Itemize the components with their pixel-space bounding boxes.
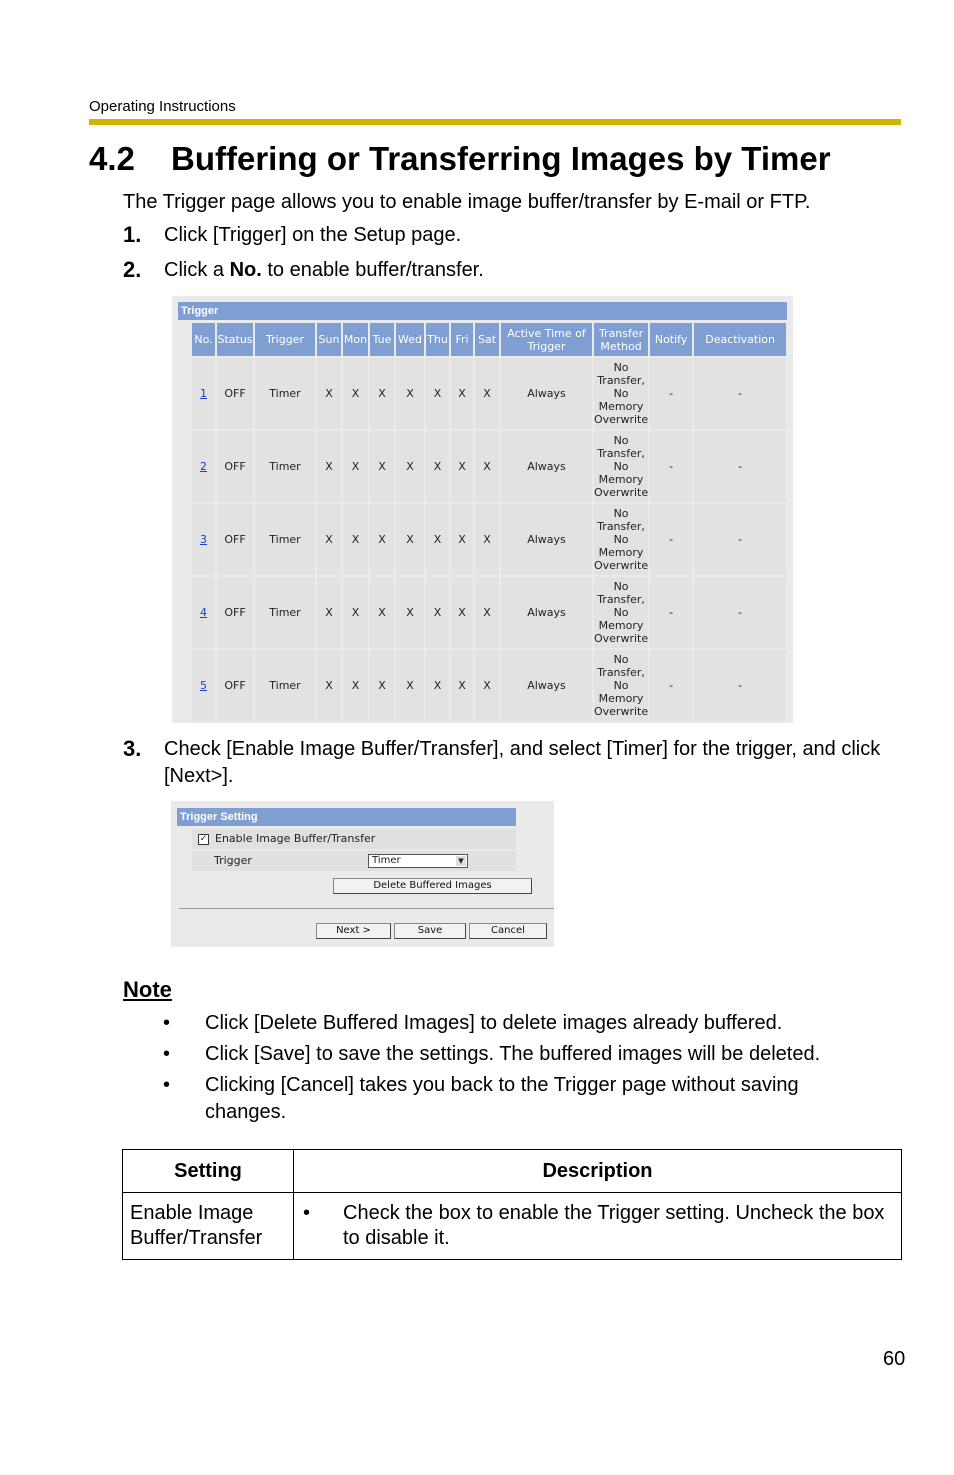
col-header: No.: [192, 323, 215, 356]
description-header: Description: [294, 1150, 902, 1193]
trigger-cell-deactivation: -: [694, 577, 786, 648]
trigger-cell-sat: X: [475, 650, 499, 721]
trigger-cell-mon: X: [343, 358, 368, 429]
trigger-cell-notify: -: [650, 504, 692, 575]
step-2-post: to enable buffer/transfer.: [261, 259, 484, 281]
trigger-cell-trigger: Timer: [255, 504, 315, 575]
trigger-select-value: Timer: [372, 855, 401, 866]
trigger-cell-notify: -: [650, 577, 692, 648]
col-header: Sun: [317, 323, 341, 356]
trigger-cell-wed: X: [396, 358, 424, 429]
trigger-cell-status: OFF: [217, 431, 253, 502]
trigger-cell-status: OFF: [217, 504, 253, 575]
step-3-text: Check [Enable Image Buffer/Transfer], and select [Timer] for the trigger, and click [Next>].: [164, 738, 881, 787]
step-2-pre: Click a: [164, 259, 230, 281]
trigger-select[interactable]: [368, 854, 468, 868]
trigger-cell-thu: X: [426, 504, 449, 575]
col-header: Tue: [370, 323, 394, 356]
trigger-number-link[interactable]: 1: [192, 358, 215, 429]
trigger-number-link[interactable]: 4: [192, 577, 215, 648]
trigger-cell-sat: X: [475, 577, 499, 648]
trigger-setting-title-bar: Trigger Setting: [177, 808, 516, 826]
trigger-cell-fri: X: [451, 504, 473, 575]
trigger-cell-tue: X: [370, 431, 394, 502]
section-heading: [89, 140, 831, 178]
trigger-cell-tue: X: [370, 577, 394, 648]
trigger-cell-thu: X: [426, 577, 449, 648]
trigger-cell-wed: X: [396, 431, 424, 502]
trigger-cell-transfer: No Transfer, No Memory Overwrite: [594, 577, 648, 648]
trigger-cell-active: Always: [501, 577, 592, 648]
trigger-cell-sun: X: [317, 358, 341, 429]
table-row: [192, 431, 786, 502]
col-header: Transfer Method: [594, 323, 648, 356]
trigger-cell-status: OFF: [217, 577, 253, 648]
bullet-icon: •: [163, 1043, 171, 1065]
trigger-cell-sun: X: [317, 504, 341, 575]
setting-cell: Enable Image Buffer/Transfer: [123, 1193, 294, 1260]
header-rule: [89, 119, 901, 125]
trigger-cell-transfer: No Transfer, No Memory Overwrite: [594, 504, 648, 575]
trigger-label: Trigger: [214, 854, 252, 867]
section-number: 4.2: [89, 140, 135, 177]
col-header: Fri: [451, 323, 473, 356]
bullet-icon: •: [163, 1012, 171, 1034]
trigger-table: [190, 321, 788, 723]
trigger-cell-transfer: No Transfer, No Memory Overwrite: [594, 358, 648, 429]
trigger-cell-sun: X: [317, 650, 341, 721]
trigger-number-link[interactable]: 2: [192, 431, 215, 502]
step-2-number: 2.: [123, 257, 142, 282]
trigger-cell-status: OFF: [217, 650, 253, 721]
step-3-number: 3.: [123, 736, 142, 761]
trigger-cell-mon: X: [343, 431, 368, 502]
table-row: [192, 577, 786, 648]
trigger-cell-wed: X: [396, 504, 424, 575]
col-header: Sat: [475, 323, 499, 356]
trigger-cell-trigger: Timer: [255, 650, 315, 721]
trigger-cell-transfer: No Transfer, No Memory Overwrite: [594, 431, 648, 502]
step-2-text: [164, 257, 484, 284]
col-header: Status: [217, 323, 253, 356]
trigger-page-screenshot: [172, 296, 793, 723]
next-button[interactable]: Next >: [316, 923, 391, 939]
trigger-cell-transfer: No Transfer, No Memory Overwrite: [594, 650, 648, 721]
enable-row: [192, 829, 516, 849]
trigger-cell-notify: -: [650, 358, 692, 429]
note-heading: Note: [123, 977, 172, 1002]
trigger-cell-active: Always: [501, 358, 592, 429]
trigger-cell-trigger: Timer: [255, 358, 315, 429]
table-row: [192, 504, 786, 575]
delete-buffered-images-button[interactable]: Delete Buffered Images: [333, 878, 532, 894]
trigger-number-link[interactable]: 5: [192, 650, 215, 721]
step-1-text: Click [Trigger] on the Setup page.: [164, 224, 462, 246]
running-header: Operating Instructions: [89, 98, 236, 115]
trigger-cell-trigger: Timer: [255, 577, 315, 648]
trigger-setting-screenshot: [171, 801, 554, 947]
trigger-cell-thu: X: [426, 358, 449, 429]
col-header: Mon: [343, 323, 368, 356]
trigger-cell-deactivation: -: [694, 358, 786, 429]
description-text: Check the box to enable the Trigger setting. Uncheck the box to disable it.: [343, 1202, 885, 1249]
trigger-cell-sat: X: [475, 358, 499, 429]
trigger-cell-status: OFF: [217, 358, 253, 429]
trigger-cell-sat: X: [475, 504, 499, 575]
page-number: 60: [883, 1348, 906, 1370]
table-row: [192, 358, 786, 429]
trigger-cell-tue: X: [370, 650, 394, 721]
trigger-cell-active: Always: [501, 650, 592, 721]
intro-text: The Trigger page allows you to enable image buffer/transfer by E-mail or FTP.: [123, 191, 811, 213]
trigger-cell-thu: X: [426, 650, 449, 721]
col-header: Deactivation: [694, 323, 786, 356]
table-row: [192, 650, 786, 721]
trigger-cell-fri: X: [451, 650, 473, 721]
trigger-cell-tue: X: [370, 504, 394, 575]
step-2-bold: No.: [229, 259, 262, 281]
trigger-cell-tue: X: [370, 358, 394, 429]
trigger-number-link[interactable]: 3: [192, 504, 215, 575]
trigger-cell-wed: X: [396, 577, 424, 648]
trigger-cell-active: Always: [501, 504, 592, 575]
col-header: Active Time of Trigger: [501, 323, 592, 356]
trigger-cell-active: Always: [501, 431, 592, 502]
trigger-cell-fri: X: [451, 431, 473, 502]
save-button[interactable]: Save: [394, 923, 466, 939]
trigger-cell-wed: X: [396, 650, 424, 721]
trigger-header-row: [192, 323, 786, 356]
bullet-icon: •: [163, 1074, 171, 1096]
note-item-2: Click [Save] to save the settings. The buffered images will be deleted.: [205, 1043, 821, 1065]
col-header: Trigger: [255, 323, 315, 356]
trigger-cell-trigger: Timer: [255, 431, 315, 502]
step-1-number: 1.: [123, 222, 142, 247]
description-cell: [294, 1193, 902, 1260]
divider: [179, 908, 554, 909]
chevron-down-icon: ▼: [456, 856, 466, 866]
trigger-cell-fri: X: [451, 577, 473, 648]
trigger-cell-notify: -: [650, 650, 692, 721]
col-header: Wed: [396, 323, 424, 356]
col-header: Notify: [650, 323, 692, 356]
trigger-row: [192, 851, 516, 871]
settings-header-row: [123, 1150, 902, 1193]
trigger-title-bar: Trigger: [178, 302, 787, 320]
note-item-1: Click [Delete Buffered Images] to delete images already buffered.: [205, 1012, 783, 1034]
section-title: Buffering or Transferring Images by Timer: [171, 140, 831, 177]
trigger-cell-sun: X: [317, 577, 341, 648]
trigger-cell-thu: X: [426, 431, 449, 502]
trigger-cell-fri: X: [451, 358, 473, 429]
trigger-cell-sat: X: [475, 431, 499, 502]
enable-label: Enable Image Buffer/Transfer: [215, 832, 376, 845]
cancel-button[interactable]: Cancel: [469, 923, 547, 939]
enable-checkbox[interactable]: ✓: [199, 833, 208, 844]
note-item-3: Clicking [Cancel] takes you back to the Trigger page without saving changes.: [205, 1074, 799, 1123]
trigger-cell-sun: X: [317, 431, 341, 502]
setting-header: Setting: [123, 1150, 294, 1193]
table-row: [123, 1193, 902, 1260]
trigger-cell-deactivation: -: [694, 431, 786, 502]
trigger-cell-mon: X: [343, 650, 368, 721]
trigger-cell-mon: X: [343, 504, 368, 575]
settings-table: [122, 1149, 902, 1260]
col-header: Thu: [426, 323, 449, 356]
trigger-cell-notify: -: [650, 431, 692, 502]
trigger-cell-mon: X: [343, 577, 368, 648]
bullet-icon: •: [303, 1202, 311, 1224]
trigger-cell-deactivation: -: [694, 504, 786, 575]
trigger-cell-deactivation: -: [694, 650, 786, 721]
